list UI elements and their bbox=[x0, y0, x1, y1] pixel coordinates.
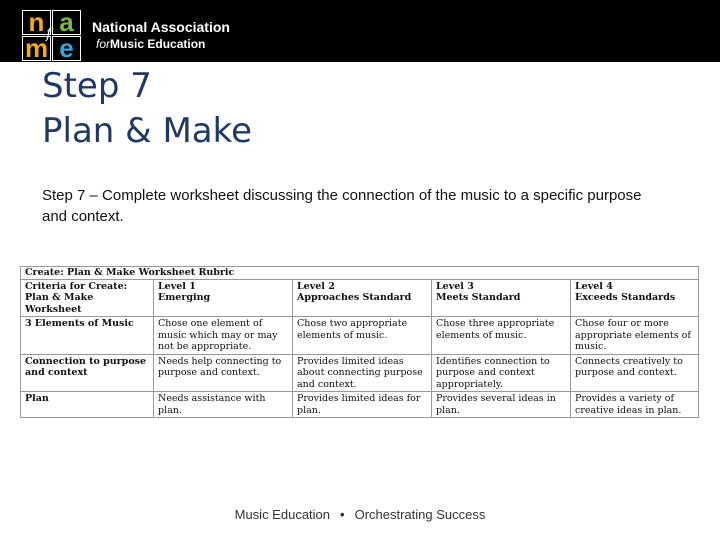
rubric-cell: Identifies connection to purpose and context appropriately. bbox=[432, 354, 571, 392]
rubric-cell: Chose one element of music which may or may not be appropriate. bbox=[154, 317, 293, 355]
org-name-line1: National Association bbox=[92, 19, 230, 35]
rubric-criteria-header: Criteria for Create: Plan & Make Worksheet bbox=[21, 279, 154, 317]
rubric-level-header bbox=[432, 279, 571, 317]
organization-name bbox=[92, 19, 230, 53]
slide-footer bbox=[0, 507, 720, 522]
rubric-table bbox=[20, 266, 699, 418]
logo-letter-m: m bbox=[22, 36, 51, 61]
level-name: Approaches Standard bbox=[297, 292, 412, 303]
slide-title bbox=[42, 64, 252, 154]
footer-right: Orchestrating Success bbox=[354, 507, 486, 522]
rubric-criterion: 3 Elements of Music bbox=[21, 317, 154, 355]
level-name: Meets Standard bbox=[436, 292, 521, 303]
org-name-rest: Music Education bbox=[110, 37, 206, 51]
level-number: Level 1 bbox=[158, 280, 196, 292]
slide-body-text: Step 7 – Complete worksheet discussing the connection of the music to a specific purpose and context. bbox=[42, 187, 642, 225]
slide-title-line2: Plan & Make bbox=[42, 111, 253, 151]
rubric-row bbox=[21, 317, 699, 355]
level-name: Exceeds Standards bbox=[575, 292, 676, 303]
rubric-row bbox=[21, 354, 699, 392]
rubric-cell: Provides a variety of creative ideas in plan. bbox=[571, 392, 699, 418]
rubric-cell: Chose three appropriate elements of music. bbox=[432, 317, 571, 355]
logo-letter-f: f bbox=[46, 26, 52, 42]
rubric-cell: Needs assistance with plan. bbox=[154, 392, 293, 418]
rubric-cell: Chose four or more appropriate elements of music. bbox=[571, 317, 699, 355]
org-name-line2 bbox=[92, 36, 230, 53]
rubric-title: Create: Plan & Make Worksheet Rubric bbox=[21, 267, 699, 280]
level-number: Level 2 bbox=[297, 280, 335, 292]
rubric-cell: Provides limited ideas about connecting purpose and context. bbox=[293, 354, 432, 392]
level-number: Level 4 bbox=[575, 280, 613, 292]
slide-title-line1: Step 7 bbox=[42, 66, 152, 106]
logo-letter-a: a bbox=[52, 10, 81, 35]
rubric-level-header bbox=[154, 279, 293, 317]
rubric-cell: Needs help connecting to purpose and context. bbox=[154, 354, 293, 392]
logo-letter-e: e bbox=[52, 36, 81, 61]
rubric-cell: Provides several ideas in plan. bbox=[432, 392, 571, 418]
name-logo bbox=[22, 7, 84, 63]
rubric-criterion: Plan bbox=[21, 392, 154, 418]
footer-separator: • bbox=[340, 507, 345, 522]
org-name-for: for bbox=[96, 37, 111, 51]
footer-left: Music Education bbox=[234, 507, 331, 522]
rubric-level-header bbox=[571, 279, 699, 317]
logo-letter-n: n bbox=[22, 10, 51, 35]
rubric-title-row bbox=[21, 267, 699, 280]
rubric-cell: Chose two appropriate elements of music. bbox=[293, 317, 432, 355]
rubric-criterion: Connection to purpose and context bbox=[21, 354, 154, 392]
rubric-header-row bbox=[21, 279, 699, 317]
header-bar bbox=[0, 0, 720, 62]
rubric-cell: Connects creatively to purpose and context. bbox=[571, 354, 699, 392]
level-number: Level 3 bbox=[436, 280, 474, 292]
rubric-cell: Provides limited ideas for plan. bbox=[293, 392, 432, 418]
level-name: Emerging bbox=[158, 292, 211, 303]
rubric-row bbox=[21, 392, 699, 418]
rubric-level-header bbox=[293, 279, 432, 317]
